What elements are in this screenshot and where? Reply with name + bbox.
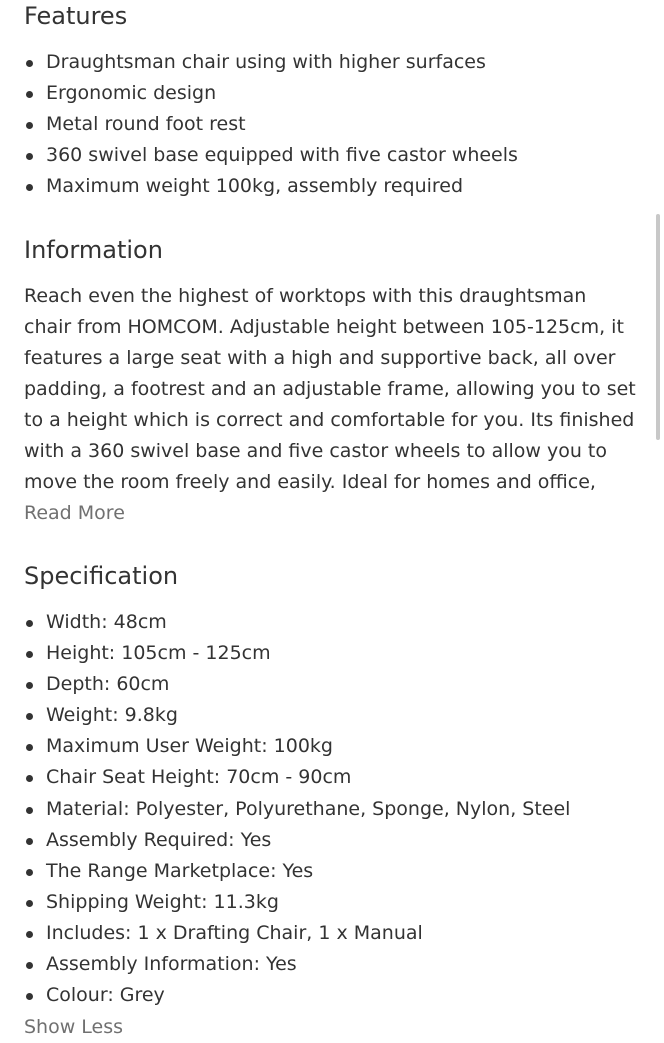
show-less-link[interactable]: Show Less <box>24 1016 124 1038</box>
list-item: Shipping Weight: 11.3kg <box>24 887 570 918</box>
list-item: Chair Seat Height: 70cm - 90cm <box>24 762 570 793</box>
list-item: The Range Marketplace: Yes <box>24 856 570 887</box>
list-item: Assembly Information: Yes <box>24 949 570 980</box>
features-heading: Features <box>24 2 128 30</box>
list-item: Draughtsman chair using with higher surfaces <box>24 47 518 78</box>
specification-list <box>24 607 570 1011</box>
list-item: Weight: 9.8kg <box>24 700 570 731</box>
read-more-link[interactable]: Read More <box>24 502 125 524</box>
list-item: Width: 48cm <box>24 607 570 638</box>
list-item: Maximum weight 100kg, assembly required <box>24 171 518 202</box>
list-item: Assembly Required: Yes <box>24 825 570 856</box>
information-heading: Information <box>24 236 163 264</box>
list-item: Depth: 60cm <box>24 669 570 700</box>
specification-heading: Specification <box>24 562 179 590</box>
information-text: Reach even the highest of worktops with this draughtsman chair from HOMCOM. Adjustable height between 105-125cm, it features a large seat with a high and supportive back, all over padding, a footrest and an adjustable frame, allowing you to set to a height which is correct and comfortable for you. Its finished with a 360 swivel base and five castor wheels to allow you to move the room freely and easily. Ideal for homes and office, <box>24 285 636 493</box>
list-item: 360 swivel base equipped with five castor wheels <box>24 140 518 171</box>
list-item: Ergonomic design <box>24 78 518 109</box>
list-item: Metal round foot rest <box>24 109 518 140</box>
features-list <box>24 47 518 202</box>
list-item: Includes: 1 x Drafting Chair, 1 x Manual <box>24 918 570 949</box>
scrollbar[interactable] <box>656 214 660 440</box>
list-item: Colour: Grey <box>24 980 570 1011</box>
list-item: Material: Polyester, Polyurethane, Sponge, Nylon, Steel <box>24 794 570 825</box>
list-item: Height: 105cm - 125cm <box>24 638 570 669</box>
list-item: Maximum User Weight: 100kg <box>24 731 570 762</box>
